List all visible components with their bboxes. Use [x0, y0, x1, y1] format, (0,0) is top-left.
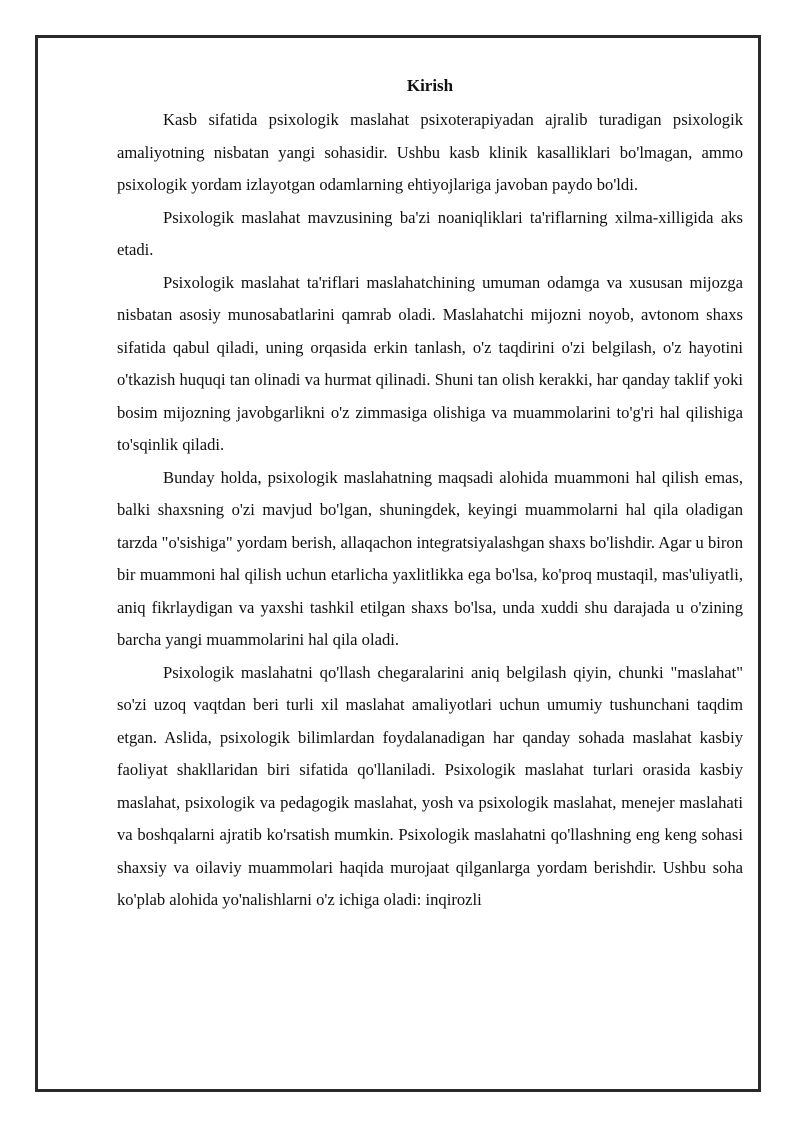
document-body [117, 70, 743, 917]
paragraph-5: Psixologik maslahatni qo'llash chegaralarini aniq belgilash qiyin, chunki "maslahat" so'zi uzoq vaqtdan beri turli xil maslahat amaliyotlari uchun umumiy tushunchani taqdim etgan. Aslida, psixologik bilimlardan foydalanadigan har qanday sohada maslahat kasbiy faoliyat shakllaridan biri sifatida qo'llaniladi. Psixologik maslahat turlari orasida kasbiy maslahat, psixologik va pedagogik maslahat, yosh va psixologik maslahat, menejer maslahati va boshqalarni ajratib ko'rsatish mumkin. Psixologik maslahatni qo'llashning eng keng sohasi shaxsiy va oilaviy muammolari haqida murojaat qilganlarga yordam berishdir. Ushbu soha ko'plab alohida yo'nalishlarni o'z ichiga oladi: inqirozli [117, 662, 743, 909]
paragraph-1: Kasb sifatida psixologik maslahat psixoterapiyadan ajralib turadigan psixologik amaliyotning nisbatan yangi sohasidir. Ushbu kasb klinik kasalliklari bo'lmagan, ammo psixologik yordam izlayotgan odamlarning ehtiyojlariga javoban paydo bo'ldi. [117, 110, 743, 194]
paragraph-4: Bunday holda, psixologik maslahatning maqsadi alohida muammoni hal qilish emas, balki shaxsning o'zi mavjud bo'lgan, shuningdek, keyingi muammolarni hal qila oladigan tarzda "o'sishiga" yordam berish, allaqachon integratsiyalashgan shaxs bo'lishdir. Agar u biron bir muammoni hal qilish uchun etarlicha yaxlitlikka ega bo'lsa, ko'proq mustaqil, mas'uliyatli, aniq fikrlaydigan va yaxshi tashkil etilgan shaxs bo'lsa, unda xuddi shu darajada u o'zining barcha yangi muammolarini hal qila oladi. [117, 467, 743, 649]
paragraph-2: Psixologik maslahat mavzusining ba'zi noaniqliklari ta'riflarning xilma-xilligida aks etadi. [117, 207, 743, 259]
section-title: Kirish [406, 76, 454, 95]
paragraph-3: Psixologik maslahat ta'riflari maslahatchining umuman odamga va xususan mijozga nisbatan asosiy munosabatlarini qamrab oladi. Maslahatchi mijozni noyob, avtonom shaxs sifatida qabul qiladi, uning orqasida erkin tanlash, o'z taqdirini o'zi belgilash, o'z hayotini o'tkazish huquqi tan olinadi va hurmat qilinadi. Shuni tan olish kerakki, har qanday taklif yoki bosim mijozning javobgarlikni o'z zimmasiga olishiga va muammolarini to'g'ri hal qilishiga to'sqinlik qiladi. [117, 272, 743, 454]
